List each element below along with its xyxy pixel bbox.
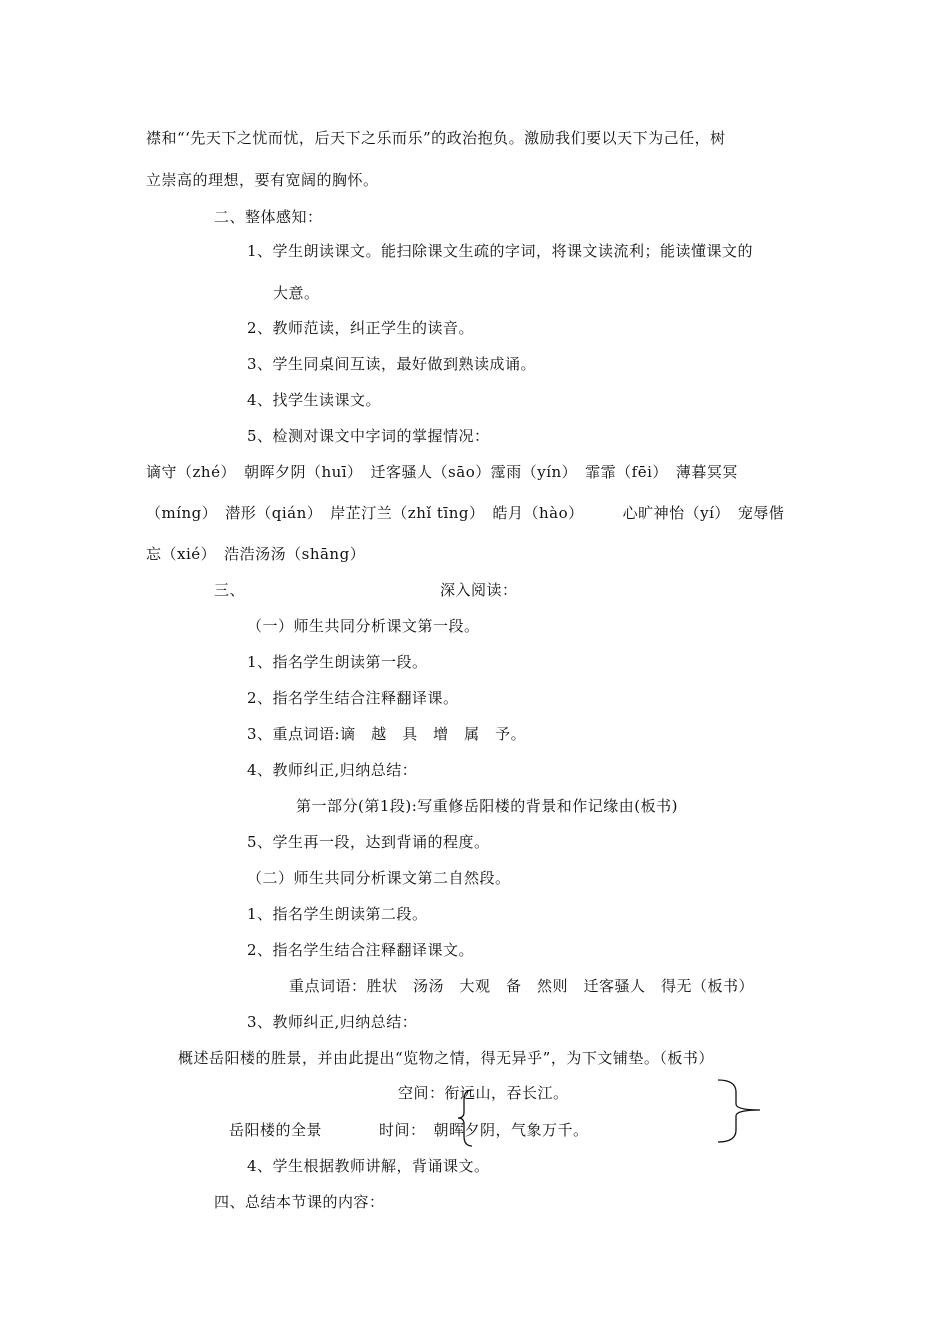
blackboard-line: 概述岳阳楼的胜景，并由此提出“览物之情，得无异乎”，为下文铺垫。（板书） (178, 1049, 714, 1067)
text-line: 5、检测对课文中字词的掌握情况： (247, 427, 490, 445)
subsection-heading: （二）师生共同分析课文第二自然段。 (247, 869, 511, 887)
text-line: 3、教师纠正,归纳总结： (247, 1013, 418, 1031)
outline-root: 岳阳楼的全景 (229, 1121, 323, 1139)
text-line: 1、学生朗读课文。能扫除课文生疏的字词，将课文读流利；能读懂课文的 (247, 242, 754, 260)
text-line: 4、找学生读课文。 (247, 391, 382, 409)
outline-time: 时间： 朝晖夕阴，气象万千。 (379, 1121, 589, 1139)
text-line: 1、指名学生朗读第二段。 (247, 905, 428, 923)
vocab-line: 谪守（zhé） 朝晖夕阴（huī） 迁客骚人（sāo）霪雨（yín） 霏霏（fēi） 薄暮冥冥 (146, 463, 738, 481)
blackboard-line: 重点词语：胜状 汤汤 大观 备 然则 迁客骚人 得无（板书） (289, 977, 755, 995)
section-heading: 四、总结本节课的内容： (214, 1193, 385, 1211)
section-heading: 二、整体感知： (214, 208, 323, 226)
outline-space: 空间：衔远山，吞长江。 (398, 1084, 569, 1102)
left-brace-icon (456, 1088, 476, 1148)
text-line: 3、学生同桌间互读，最好做到熟读成诵。 (247, 355, 537, 373)
subsection-heading: （一）师生共同分析课文第一段。 (247, 617, 480, 635)
text-line: 4、教师纠正,归纳总结： (247, 761, 418, 779)
text-line: 3、重点词语:谪 越 具 增 属 予。 (247, 725, 527, 743)
text-line: 4、学生根据教师讲解，背诵课文。 (247, 1157, 490, 1175)
right-brace-icon (716, 1078, 764, 1144)
section-heading: 深入阅读： (440, 581, 518, 599)
blackboard-line: 第一部分(第1段):写重修岳阳楼的背景和作记缘由(板书) (296, 797, 679, 815)
text-line: 2、指名学生结合注释翻译课文。 (247, 941, 475, 959)
vocab-line: （míng） 潜形（qián） 岸芷汀兰（zhǐ tīng） 皓月（hào） 心旷神怡（yí） 宠辱偕 (146, 504, 785, 522)
section-number: 三、 (214, 581, 246, 599)
text-line: 5、学生再一段，达到背诵的程度。 (247, 833, 490, 851)
text-line: 2、教师范读，纠正学生的读音。 (247, 319, 475, 337)
text-line: 立崇高的理想，要有宽阔的胸怀。 (146, 171, 379, 189)
text-line: 襟和“‘先天下之忧而忧，后天下之乐而乐”的政治抱负。激励我们要以天下为己任，树 (146, 129, 726, 147)
text-line: 1、指名学生朗读第一段。 (247, 653, 428, 671)
vocab-line: 忘（xié） 浩浩汤汤（shāng） (146, 545, 366, 563)
text-line: 2、指名学生结合注释翻译课。 (247, 689, 459, 707)
text-line: 大意。 (273, 284, 320, 302)
